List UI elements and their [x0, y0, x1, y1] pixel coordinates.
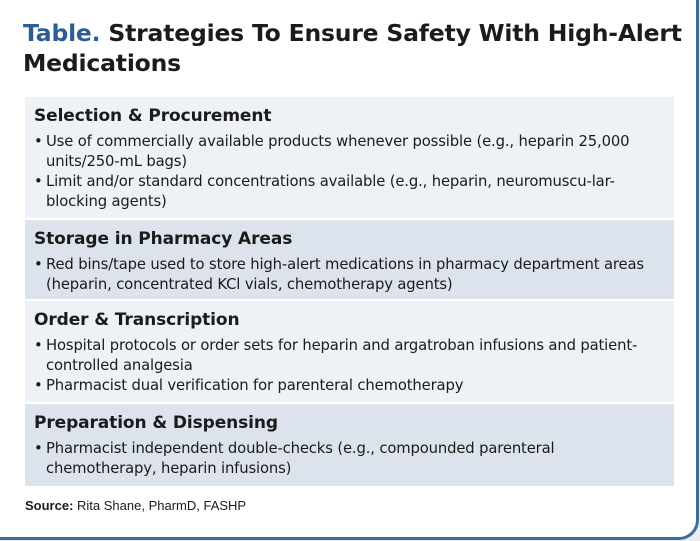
source-label: Source:: [25, 498, 74, 513]
section-preparation-dispensing: [25, 402, 674, 486]
section-selection-procurement: [25, 97, 674, 218]
bullet-list: [34, 336, 666, 396]
list-item: • Hospital protocols or order sets for heparin and argatroban infusions and patient-controlled analgesia: [34, 336, 666, 376]
bullet-list: [34, 255, 666, 295]
section-order-transcription: [25, 299, 674, 402]
table-label: Table.: [23, 19, 101, 47]
list-item: • Limit and/or standard concentrations available (e.g., heparin, neuromuscu-lar-blocking agents): [34, 172, 666, 212]
list-item: • Red bins/tape used to store high-alert medications in pharmacy department areas (heparin, concentrated KCl vials, chemotherapy agents): [34, 255, 666, 295]
section-heading: Preparation & Dispensing: [34, 413, 278, 433]
source-text: Rita Shane, PharmD, FASHP: [77, 498, 247, 513]
source-note: [25, 497, 246, 515]
section-heading: Selection & Procurement: [34, 106, 272, 126]
section-heading: Storage in Pharmacy Areas: [34, 229, 293, 249]
section-storage-pharmacy: [25, 218, 674, 299]
strategy-sections: [25, 97, 674, 486]
bullet-list: [34, 439, 666, 479]
table-title-text: Strategies To Ensure Safety With High-Alert Medications: [23, 19, 682, 77]
table-title: [23, 18, 683, 78]
section-heading: Order & Transcription: [34, 310, 240, 330]
list-item: • Pharmacist dual verification for parenteral chemotherapy: [34, 376, 666, 396]
list-item: • Use of commercially available products whenever possible (e.g., heparin 25,000 units/250-mL bags): [34, 132, 666, 172]
bullet-list: [34, 132, 666, 212]
list-item: • Pharmacist independent double-checks (e.g., compounded parenteral chemotherapy, heparin infusions): [34, 439, 666, 479]
